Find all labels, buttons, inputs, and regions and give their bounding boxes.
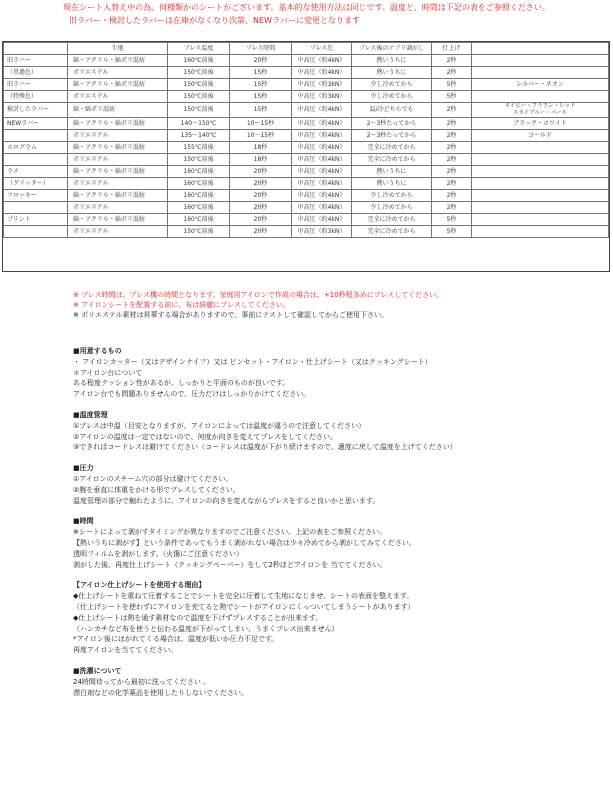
table-row bbox=[4, 166, 609, 178]
section-line: ②腕を垂直に体重をかける形でプレスしてください。 bbox=[73, 485, 240, 494]
table-cell-fabric: 綿・アクリル・綿ポリ混紡 bbox=[68, 214, 168, 226]
table-cell-finish: 2秒 bbox=[432, 103, 472, 118]
section-line: 再度アイロンを当ててください。 bbox=[73, 646, 178, 655]
table-cell-colors bbox=[472, 166, 609, 178]
section-heading: ■圧力 bbox=[73, 464, 94, 473]
section-line: 透明フィルムを剥がします。（火傷にご注意ください） bbox=[73, 549, 244, 558]
table-cell-cat bbox=[4, 130, 68, 142]
table-cell-peel: 完全に冷めてから bbox=[352, 154, 432, 166]
table-cell-time: 20秒 bbox=[230, 166, 292, 178]
section-line: ある程度クッション性があるが、しっかりと平面のものが良いです。 bbox=[73, 379, 290, 388]
table-cell-colors bbox=[472, 178, 609, 190]
table-cell-peel: 少し冷めてから bbox=[352, 190, 432, 202]
table-cell-fabric: ポリエステル bbox=[68, 202, 168, 214]
table-cell-temp: 160℃前後 bbox=[168, 214, 230, 226]
instruction-section bbox=[73, 580, 603, 656]
section-heading: ■温度管理 bbox=[73, 410, 108, 419]
table-cell-time: 18秒 bbox=[230, 154, 292, 166]
table-cell-cat: 旧ラバー bbox=[4, 55, 68, 67]
table-cell-fabric: ポリエステル bbox=[68, 154, 168, 166]
section-heading: ■用意するもの bbox=[73, 347, 122, 355]
section-line: 24時間待ってから最初に洗ってください 。 bbox=[73, 677, 211, 686]
table-cell-colors bbox=[472, 190, 609, 202]
table-cell-finish: 2秒 bbox=[432, 166, 472, 178]
note-line: ※ プレス時間は、プレス機の時間となります。家庭用アイロンで作成の場合は、+10秒程多めにプレスしてください。 bbox=[73, 291, 444, 299]
header-notice bbox=[0, 1, 613, 27]
table-cell-cat: 旧ラバー bbox=[4, 79, 68, 91]
section-line: 温度管理の部分で触れたように、アイロンの向きを変えながらプレスをすると良いかと思います。 bbox=[73, 496, 380, 505]
table-cell-cat: フロッキー bbox=[4, 190, 68, 202]
table-cell-finish: 2秒 bbox=[432, 142, 472, 154]
section-line: 【熱いうちに剥がす】という条件であってもうまく剥がれない場合は少々冷めてから剥がしてみてください。 bbox=[73, 538, 416, 547]
table-cell-finish: 2秒 bbox=[432, 178, 472, 190]
table-cell-pressure: 中高圧（約3kN） bbox=[292, 79, 352, 91]
table-cell-time: 20秒 bbox=[230, 178, 292, 190]
table-cell-colors bbox=[472, 214, 609, 226]
table-cell-cat: （グリッター） bbox=[4, 178, 68, 190]
section-line: ※シートによって剥がすタイミングが異なりますのでご注意ください。上記の表をご参照ください。 bbox=[73, 528, 387, 537]
table-cell-colors bbox=[472, 67, 609, 79]
header-cell: プレス温度 bbox=[168, 43, 230, 55]
note-line: ※ アイロンシートを配置する前に、布は綺麗にプレスしてください。 bbox=[73, 301, 290, 309]
table-cell-temp: 150℃前後 bbox=[168, 226, 230, 238]
table-row bbox=[4, 142, 609, 154]
table-cell-pressure: 中高圧（約4kN） bbox=[292, 55, 352, 67]
table-row bbox=[4, 178, 609, 190]
table-cell-time: 20秒 bbox=[230, 55, 292, 67]
instruction-section bbox=[73, 346, 603, 400]
table-row bbox=[4, 190, 609, 202]
section-heading: ■時間 bbox=[73, 517, 94, 526]
table-cell-pressure: 中高圧（約4kN） bbox=[292, 130, 352, 142]
table-cell-time: 15秒 bbox=[230, 67, 292, 79]
notice-line-2: 旧ラバー・検討したラバーは在庫がなくなり次第、NEWラバーに変更となります bbox=[69, 16, 360, 25]
table-cell-pressure: 中高圧（約3kN） bbox=[292, 226, 352, 238]
table-cell-pressure: 中高圧（約4kN） bbox=[292, 190, 352, 202]
header-cell: 仕上げ bbox=[432, 43, 472, 55]
section-line: ◆仕上げシートは熱を通す素材なので温度を下げずプレスすることが出来ます。 bbox=[73, 613, 323, 622]
table-row bbox=[4, 226, 609, 238]
table-cell-peel: 熱いうちに bbox=[352, 67, 432, 79]
table-cell-temp: 160℃前後 bbox=[168, 166, 230, 178]
table-cell-fabric: 綿・アクリル・綿ポリ混紡 bbox=[68, 79, 168, 91]
table-cell-time: 15秒 bbox=[230, 79, 292, 91]
table-cell-pressure: 中高圧（約4kN） bbox=[292, 103, 352, 118]
section-line: ・ アイロンカッター（又はデザインナイフ）又は ピンセット・アイロン・仕上げシート（又はクッキングシート） bbox=[73, 357, 432, 366]
section-line: ＊アイロン台について bbox=[73, 368, 143, 377]
table-cell-time: 18秒 bbox=[230, 142, 292, 154]
table-cell-fabric: ポリエステル bbox=[68, 226, 168, 238]
section-line: （ハンカチなど布を使うと伝わる温度が下がってしまい、うまくプレス出来ません） bbox=[73, 624, 339, 633]
table-cell-time: 20秒 bbox=[230, 226, 292, 238]
table-cell-peel: 熱いうちに bbox=[352, 166, 432, 178]
table-row bbox=[4, 118, 609, 130]
table-cell-finish: 2秒 bbox=[432, 55, 472, 67]
table-cell-cat: NEWラバー bbox=[4, 118, 68, 130]
table-cell-time: 15秒 bbox=[230, 103, 292, 118]
table-cell-pressure: 中高圧（約4kN） bbox=[292, 202, 352, 214]
table-cell-time: 20秒 bbox=[230, 190, 292, 202]
section-line: ③できればコードレスは避けてください（コードレスは温度が下がり続けますので、適度に戻して温度を上げてください） bbox=[73, 443, 457, 452]
table-row bbox=[4, 67, 609, 79]
instruction-section bbox=[73, 516, 603, 570]
table-cell-fabric: 綿・アクリル・綿ポリ混紡 bbox=[68, 55, 168, 67]
table-cell-finish: 5秒 bbox=[432, 79, 472, 91]
instruction-section bbox=[73, 666, 603, 698]
table-cell-temp: 150℃前後 bbox=[168, 103, 230, 118]
table-cell-cat: ホログラム bbox=[4, 142, 68, 154]
table-cell-finish: 5秒 bbox=[432, 226, 472, 238]
table-cell-pressure: 中高圧（約4kN） bbox=[292, 178, 352, 190]
table-cell-finish: 2秒 bbox=[432, 130, 472, 142]
table-cell-fabric: 綿・アクリル・綿ポリ混紡 bbox=[68, 190, 168, 202]
header-cell: プレス後のアプリ剥がし bbox=[352, 43, 432, 55]
table-cell-cat bbox=[4, 202, 68, 214]
table-cell-temp: 150℃前後 bbox=[168, 79, 230, 91]
section-line: 漂白剤などの化学薬品を使用したりしないでください。 bbox=[73, 688, 248, 697]
table-cell-fabric: 綿・綿ポリ混紡 bbox=[68, 103, 168, 118]
table-cell-temp: 150℃前後 bbox=[168, 154, 230, 166]
table-cell-finish: 5秒 bbox=[432, 91, 472, 103]
table-cell-pressure: 中高圧（約4kN） bbox=[292, 166, 352, 178]
table-cell-colors: ネイビー・ブラウン・レッド スカイブルー・パール bbox=[472, 103, 609, 118]
section-heading: ■洗濯について bbox=[73, 666, 122, 675]
table-cell-fabric: ポリエステル bbox=[68, 67, 168, 79]
section-line: ①プレスは中温（目安となりますが、アイロンによっては温度が違うので注意してください） bbox=[73, 421, 366, 430]
section-line: ①アイロンのスチーム穴の部分は避けてください。 bbox=[73, 474, 233, 483]
table-cell-time: 10〜15秒 bbox=[230, 118, 292, 130]
table-cell-finish: 2秒 bbox=[432, 154, 472, 166]
table-cell-colors bbox=[472, 154, 609, 166]
table-cell-temp: 140〜150℃ bbox=[168, 118, 230, 130]
table-cell-colors: シルバー・ネオン bbox=[472, 79, 609, 91]
table-cell-peel: 少し冷めてから bbox=[352, 79, 432, 91]
table-cell-pressure: 中高圧（約4kN） bbox=[292, 67, 352, 79]
table-cell-temp: 160℃前後 bbox=[168, 55, 230, 67]
table-row bbox=[4, 214, 609, 226]
section-line: （仕上げシートを使わずにアイロンを充てると熱でシートがアイロンにくっついてしまうシートがあります） bbox=[73, 602, 415, 611]
note-line: ※ ポリエステル素材は昇華する場合がありますので、事前にテストして確認してからご使用下さい。 bbox=[73, 311, 389, 319]
table-cell-peel: 熱いうちに bbox=[352, 55, 432, 67]
section-heading: 【アイロン仕上げシートを使用する理由】 bbox=[73, 581, 206, 590]
table-cell-peel: 少し冷めてから bbox=[352, 91, 432, 103]
table-cell-cat: （黒過色） bbox=[4, 67, 68, 79]
table-cell-finish: 5秒 bbox=[432, 214, 472, 226]
table-cell-pressure: 中高圧（約4kN） bbox=[292, 118, 352, 130]
table-cell-fabric: 綿・アクリル・綿ポリ混紡 bbox=[68, 166, 168, 178]
table-cell-finish: 2秒 bbox=[432, 190, 472, 202]
table-cell-finish: 2秒 bbox=[432, 202, 472, 214]
header-cell: プレス圧 bbox=[292, 43, 352, 55]
table-cell-cat bbox=[4, 154, 68, 166]
table-row bbox=[4, 103, 609, 118]
table-cell-time: 20秒 bbox=[230, 214, 292, 226]
table-cell-finish: 2秒 bbox=[432, 118, 472, 130]
section-line: ②アイロンの温度は一定ではないので、何度か向きを変えてプレスをしてください。 bbox=[73, 432, 338, 441]
table-cell-colors bbox=[472, 142, 609, 154]
table-cell-peel: 2〜3秒たってから bbox=[352, 130, 432, 142]
table-cell-peel: 完全に冷めてから bbox=[352, 214, 432, 226]
table-cell-fabric: 綿・アクリル・綿ポリ混紡 bbox=[68, 118, 168, 130]
table-row bbox=[4, 202, 609, 214]
table-row bbox=[4, 55, 609, 67]
instruction-section bbox=[73, 463, 603, 506]
table-cell-cat bbox=[4, 226, 68, 238]
table-cell-colors: ブラック・ホワイト bbox=[472, 118, 609, 130]
table-cell-pressure: 中高圧（約4kN） bbox=[292, 154, 352, 166]
table-cell-peel: 完全に冷めてから bbox=[352, 226, 432, 238]
section-line: アイロン台でも問題ありませんので、圧力だけはしっかりかけてください。 bbox=[73, 390, 311, 399]
table-cell-time: 20秒 bbox=[230, 202, 292, 214]
table-cell-pressure: 中高圧（約4kN） bbox=[292, 214, 352, 226]
table-cell-peel: 熱いうちに bbox=[352, 178, 432, 190]
table-cell-cat: ラメ bbox=[4, 166, 68, 178]
instruction-section bbox=[73, 410, 603, 453]
header-cell bbox=[472, 43, 609, 55]
section-line: *アイロン後にはがれてくる場合は、温度が低いか圧力不足です。 bbox=[73, 635, 279, 644]
table-row bbox=[4, 130, 609, 142]
table-cell-time: 10〜15秒 bbox=[230, 130, 292, 142]
table-row bbox=[4, 91, 609, 103]
table-cell-pressure: 中高圧（約4kN） bbox=[292, 142, 352, 154]
header-cell: プレス時間 bbox=[230, 43, 292, 55]
table-cell-cat: 検討したラバー bbox=[4, 103, 68, 118]
table-cell-finish: 2秒 bbox=[432, 67, 472, 79]
table-row bbox=[4, 154, 609, 166]
table-cell-peel: 完全に冷めてから bbox=[352, 142, 432, 154]
table-cell-colors bbox=[472, 91, 609, 103]
table-cell-temp: 150℃前後 bbox=[168, 67, 230, 79]
table-cell-temp: 160℃前後 bbox=[168, 202, 230, 214]
instructions-body bbox=[73, 346, 603, 698]
table-cell-temp: 160℃前後 bbox=[168, 190, 230, 202]
press-settings-table bbox=[2, 41, 610, 272]
table-cell-colors bbox=[472, 226, 609, 238]
table-cell-peel: 温/冷どちらでも bbox=[352, 103, 432, 118]
table-cell-colors bbox=[472, 55, 609, 67]
table-cell-fabric: 綿・アクリル・綿ポリ混紡 bbox=[68, 142, 168, 154]
table-cell-cat: （特殊色） bbox=[4, 91, 68, 103]
table-cell-temp: 135〜140℃ bbox=[168, 130, 230, 142]
table-header-row bbox=[4, 43, 609, 55]
table-cell-peel: 2〜3秒たってから bbox=[352, 118, 432, 130]
section-line: ◆仕上げシートを重ねて圧着することでシートを完全に圧着して生地になじませ、シートの表面を整えます。 bbox=[73, 592, 414, 601]
header-cell: 生地 bbox=[68, 43, 168, 55]
notes-block bbox=[73, 290, 603, 320]
header-cell bbox=[4, 43, 68, 55]
table-row bbox=[4, 79, 609, 91]
table-cell-colors: ゴールド bbox=[472, 130, 609, 142]
table-cell-temp: 160℃前後 bbox=[168, 178, 230, 190]
table-cell-colors bbox=[472, 202, 609, 214]
table-cell-peel: 少し冷めてから bbox=[352, 202, 432, 214]
table-cell-time: 15秒 bbox=[230, 91, 292, 103]
table-cell-pressure: 中高圧（約3kN） bbox=[292, 91, 352, 103]
table-cell-cat: プリント bbox=[4, 214, 68, 226]
table-cell-fabric: ポリエステル bbox=[68, 130, 168, 142]
table-cell-fabric: ポリエステル bbox=[68, 178, 168, 190]
notice-line-1: 現在シート入替え中の為、何種類かのシートがございます。基本的な使用方法は同じです。温度と、時間は下記の表をご参照ください。 bbox=[63, 3, 550, 12]
table-cell-fabric: ポリエステル bbox=[68, 91, 168, 103]
section-line: 剥がした後、再度仕上げシート（クッキングペーパー）をして2秒ほどアイロンを 当ててください。 bbox=[73, 560, 387, 569]
table-cell-temp: 150℃前後 bbox=[168, 91, 230, 103]
table-cell-temp: 155℃前後 bbox=[168, 142, 230, 154]
